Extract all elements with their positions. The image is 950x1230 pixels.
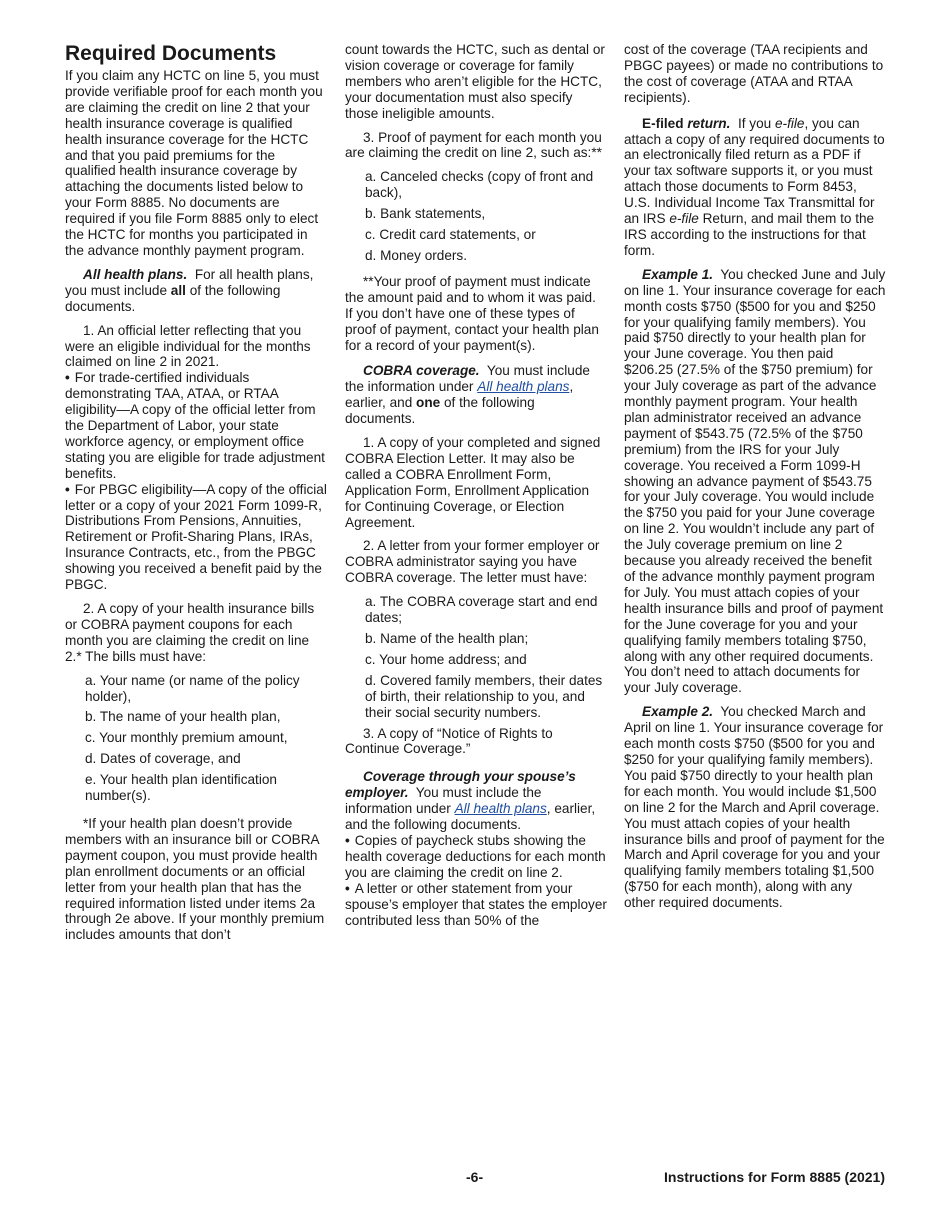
pay-item-b: b. Bank statements, — [365, 206, 486, 222]
cobra-item-3: 3. A copy of “Notice of Rights to Continue Coverage.” — [345, 725, 553, 757]
cobra-sub-item-c: c. Your home address; and — [365, 651, 527, 667]
list-item-2: 2. A copy of your health insurance bills or COBRA payment coupons for each month you are claiming the credit on line 2.* The bills must have: — [65, 601, 315, 664]
pay-item-c: c. Credit card statements, or — [365, 227, 536, 243]
column-1 — [65, 42, 327, 951]
example-2-heading: Example 2. — [642, 704, 714, 720]
pay-item-a: a. Canceled checks (copy of front and back), — [365, 169, 594, 201]
sub-item-c: c. Your monthly premium amount, — [85, 730, 288, 746]
cobra-item-2: 2. A letter from your former employer or COBRA administrator saying you have COBRA coverage. The letter must have: — [345, 538, 600, 586]
cobra-paragraph: COBRA coverage. You must include the information under All health plans, earlier, and one of the following documents. — [345, 363, 590, 427]
spouse-paragraph: Coverage through your spouse’s employer. You must include the information under All health plans, earlier, and the following documents. — [345, 769, 596, 833]
footnote-2-paragraph: **Your proof of payment must indicate the amount paid and to whom it was paid. If you don’t have one of these types of proof of payment, contact your health plan for a record of your payment(s). — [345, 273, 599, 353]
sub-item-e: e. Your health plan identification number(s). — [85, 772, 277, 804]
example-1-heading: Example 1. — [642, 266, 714, 282]
continued-paragraph: count towards the HCTC, such as dental or vision coverage or coverage for family members who aren’t eligible for the HCTC, your documentation must also specify those ineligible amounts. — [345, 42, 605, 121]
cobra-heading: COBRA coverage. — [363, 363, 480, 379]
example-1-paragraph: Example 1. You checked June and July on line 1. Your insurance coverage for each month costs $750 ($500 for you and $250 for your qualifying family members). You paid $750 directly to your health plan for your June coverage. You then paid $206.25 (27.5% of the $750 premium) for your July coverage as part of the advance monthly payment program. Your health plan administrator received an advance payment of $543.75 (72.5% of the $750 premium) from the IRS for your July coverage. You received a Form 1099-H showing an advance payment of $543.75 for your July coverage. You would include the $750 you paid for your June coverage on line 2. You wouldn’t include any part of the July coverage premium on line 2 because you already received the benefit of the advance monthly payment program for July. You must attach copies of your health insurance bills and proof of payment for the June coverage for you and your qualifying family members totaling $750, along with any other required documents. You don’t need to attach documents for your July coverage. — [624, 266, 886, 696]
all-health-plans-heading: All health plans. — [83, 266, 188, 282]
cobra-sub-item-b: b. Name of the health plan; — [365, 631, 529, 646]
list-item-3: 3. Proof of payment for each month you are claiming the credit on line 2, such as:** — [345, 129, 602, 161]
sub-item-a: a. Your name (or name of the policy holder), — [85, 672, 300, 704]
pay-item-d: d. Money orders. — [365, 247, 467, 263]
bullet-employer-letter: • A letter or other statement from your spouse’s employer that states the employer contributed less than 50% of the — [345, 881, 607, 929]
footer-title: Instructions for Form 8885 (2021) — [664, 1169, 885, 1185]
cobra-sub-item-a: a. The COBRA coverage start and end dates; — [365, 594, 598, 626]
cobra-item-1: 1. A copy of your completed and signed COBRA Election Letter. It may also be called a COBRA Enrollment Form, Application Form, Enrollment Application for Continuing Coverage, or Election Agreement. — [345, 435, 601, 530]
intro-paragraph: If you claim any HCTC on line 5, you must provide verifiable proof for each month you are claiming the credit on line 2 that your health insurance coverage is qualified health insurance coverage for the HCTC and that you paid premiums for the qualified health insurance coverage by attaching the documents listed below to your Form 8885. No documents are required if you file Form 8885 only to elect the HCTC for months you participated in the advance monthly payment program. — [65, 68, 323, 258]
page-number: -6- — [466, 1169, 484, 1185]
example-2-paragraph: Example 2. You checked March and April on line 1. Your insurance coverage for each month costs $750 ($500 for you and $250 for your qualifying family members). You paid $750 directly to your health plan for each month. You would include $1,500 on line 2 for the March and April coverage. You must attach copies of your health insurance bills and proof of payment for the March and April coverage for you and your qualifying family members totaling $1,500 ($750 for each month), along with any other required documents. — [624, 704, 885, 911]
continued-paragraph-3: cost of the coverage (TAA recipients and PBGC payees) or made no contributions to the cost of coverage (ATAA and RTAA recipients). — [624, 42, 884, 105]
all-health-plans-link-2[interactable]: All health plans — [454, 801, 547, 817]
sub-item-b: b. The name of your health plan, — [85, 709, 281, 725]
bullet-trade-certified: • For trade-certified individuals demonstrating TAA, ATAA, or RTAA eligibility—A copy of the official letter from the Department of Labor, your state workforce agency, or employment office stating you are eligible for trade adjustment benefits. — [65, 370, 327, 481]
sub-item-d: d. Dates of coverage, and — [85, 751, 241, 767]
cobra-sub-item-d: d. Covered family members, their dates of birth, their relationship to you, and their social security numbers. — [365, 672, 603, 720]
bullet-pbgc: • For PBGC eligibility—A copy of the official letter or a copy of your 2021 Form 1099-R, Distributions From Pensions, Annuities, Retirement or Profit-Sharing Plans, IRAs, Insurance Contracts, etc., from the PBGC showing you received a benefit paid by the PBGC. — [65, 482, 327, 593]
all-health-plans-paragraph: All health plans. For all health plans, you must include all of the following documents. — [65, 266, 314, 314]
column-3 — [624, 42, 886, 919]
column-2 — [345, 42, 607, 928]
efiled-heading: E-filed return. — [642, 115, 731, 131]
spouse-heading: Coverage through your spouse’s employer. — [345, 769, 576, 801]
footnote-paragraph: *If your health plan doesn’t provide members with an insurance bill or COBRA payment coupon, you must provide health plan enrollment documents or an official letter from your health plan that has the required information listed under items 2a through 2e above. If your monthly premium includes amounts that don’t — [65, 815, 325, 943]
all-health-plans-link[interactable]: All health plans — [477, 379, 570, 395]
list-item-1: 1. An official letter reflecting that you were an eligible individual for the months claimed on line 2 in 2021. — [65, 322, 311, 370]
section-heading: Required Documents — [65, 42, 277, 65]
bullet-paycheck-stubs: • Copies of paycheck stubs showing the health coverage deductions for each month you are claiming the credit on line 2. — [345, 833, 607, 881]
efiled-paragraph: E-filed return. If you e-file, you can attach a copy of any required documents to an electronically filed return as a PDF if your tax software supports it, or you must attach those documents to Form 8453, U.S. Individual Income Tax Transmittal for an IRS e-file Return, and mail them to the IRS according to the instructions for that form. — [624, 115, 885, 258]
